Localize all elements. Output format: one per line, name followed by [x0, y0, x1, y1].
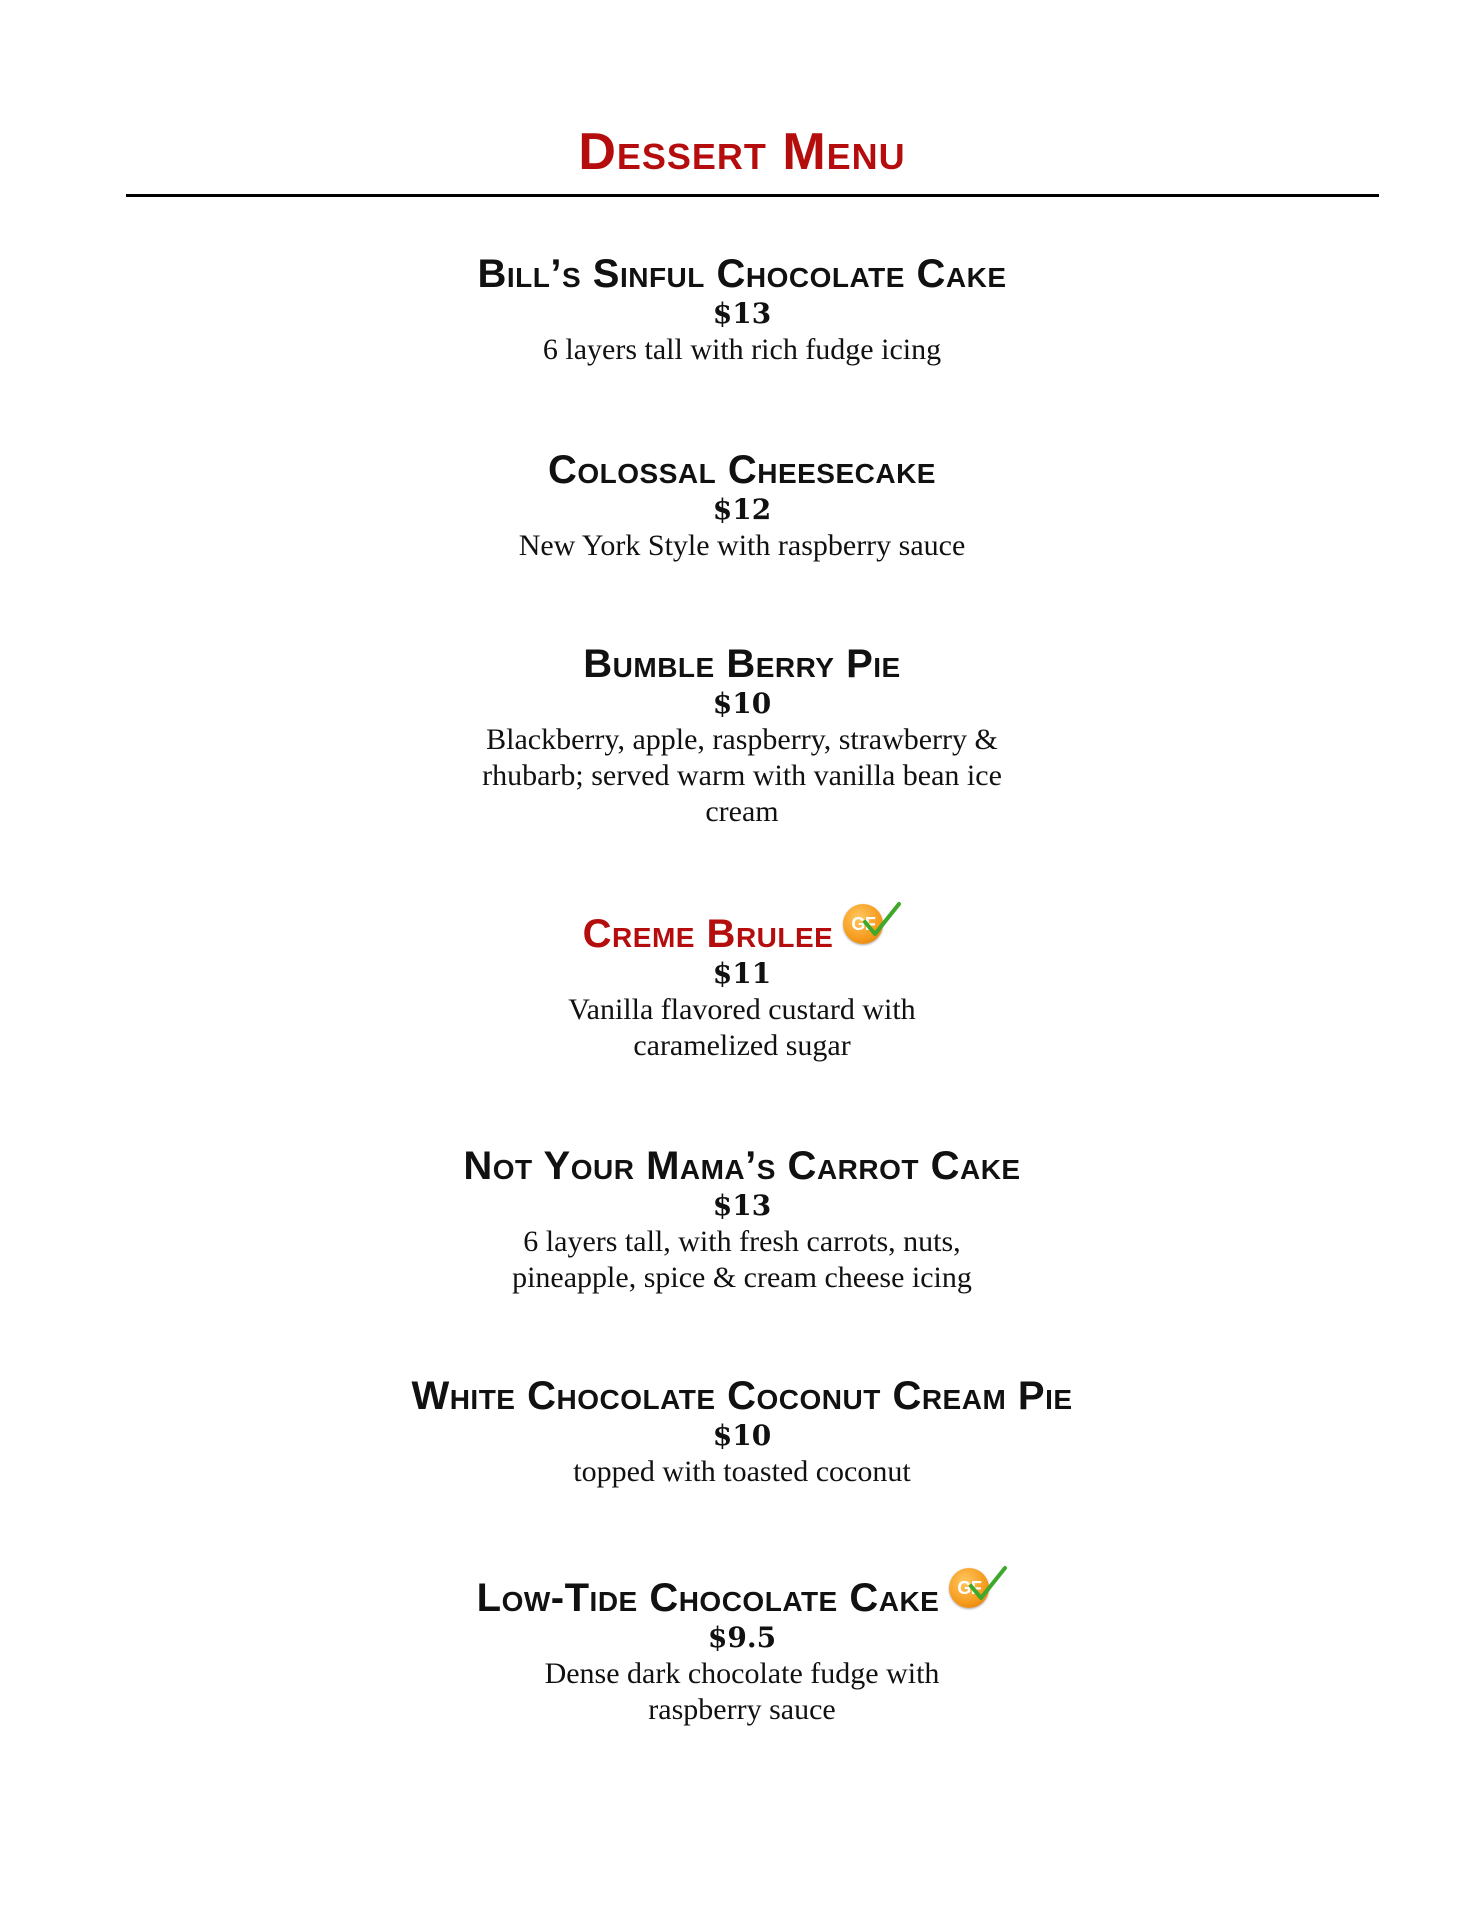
menu-item-name: White Chocolate Coconut Cream Pie: [411, 1374, 1073, 1419]
menu-item-price: $10: [712, 687, 772, 720]
menu-item-description: 6 layers tall, with fresh carrots, nuts, pineapple, spice & cream cheese icing: [512, 1225, 972, 1294]
menu-item-description: Dense dark chocolate fudge with raspberry sauce: [544, 1657, 940, 1726]
checkmark-icon: [861, 900, 901, 940]
gluten-free-badge-label: GF: [843, 904, 883, 944]
menu-item-name: Creme Brulee: [582, 912, 834, 957]
gluten-free-badge-icon: [949, 1564, 1007, 1610]
menu-item-name: Not Your Mama’s Carrot Cake: [463, 1144, 1021, 1189]
menu-item: [0, 1374, 1484, 1490]
menu-item: [0, 1576, 1484, 1728]
menu-item-name: Colossal Cheesecake: [548, 448, 936, 493]
menu-item-description: topped with toasted coconut: [573, 1455, 911, 1488]
menu-item-description: New York Style with raspberry sauce: [518, 529, 966, 562]
menu-item-price: $10: [712, 1419, 772, 1452]
menu-item-name: Bumble Berry Pie: [583, 642, 901, 687]
menu-item-price: $13: [712, 297, 772, 330]
menu-item-price: $9.5: [707, 1621, 777, 1654]
menu-title: Dessert Menu: [578, 123, 906, 181]
menu-item-price: $11: [712, 957, 772, 990]
gluten-free-badge-icon: [843, 900, 901, 946]
checkmark-icon: [967, 1564, 1007, 1604]
menu-item: [0, 912, 1484, 1064]
menu-item-description: Blackberry, apple, raspberry, strawberry & rhubarb; served warm with vanilla bean ice cream: [482, 723, 1002, 828]
menu-item: [0, 1144, 1484, 1296]
menu-item: [0, 448, 1484, 564]
menu-item-price: $13: [712, 1189, 772, 1222]
title-divider: [126, 194, 1379, 197]
menu-item-price: $12: [712, 493, 772, 526]
menu-item-name: Low-Tide Chocolate Cake: [476, 1576, 940, 1621]
menu-item-description: 6 layers tall with rich fudge icing: [542, 333, 942, 366]
menu-item: [0, 642, 1484, 830]
menu-item-description: Vanilla flavored custard with caramelized sugar: [568, 993, 916, 1062]
menu-item: [0, 252, 1484, 368]
menu-item-name: Bill’s Sinful Chocolate Cake: [477, 252, 1007, 297]
gluten-free-badge-label: GF: [949, 1568, 989, 1608]
